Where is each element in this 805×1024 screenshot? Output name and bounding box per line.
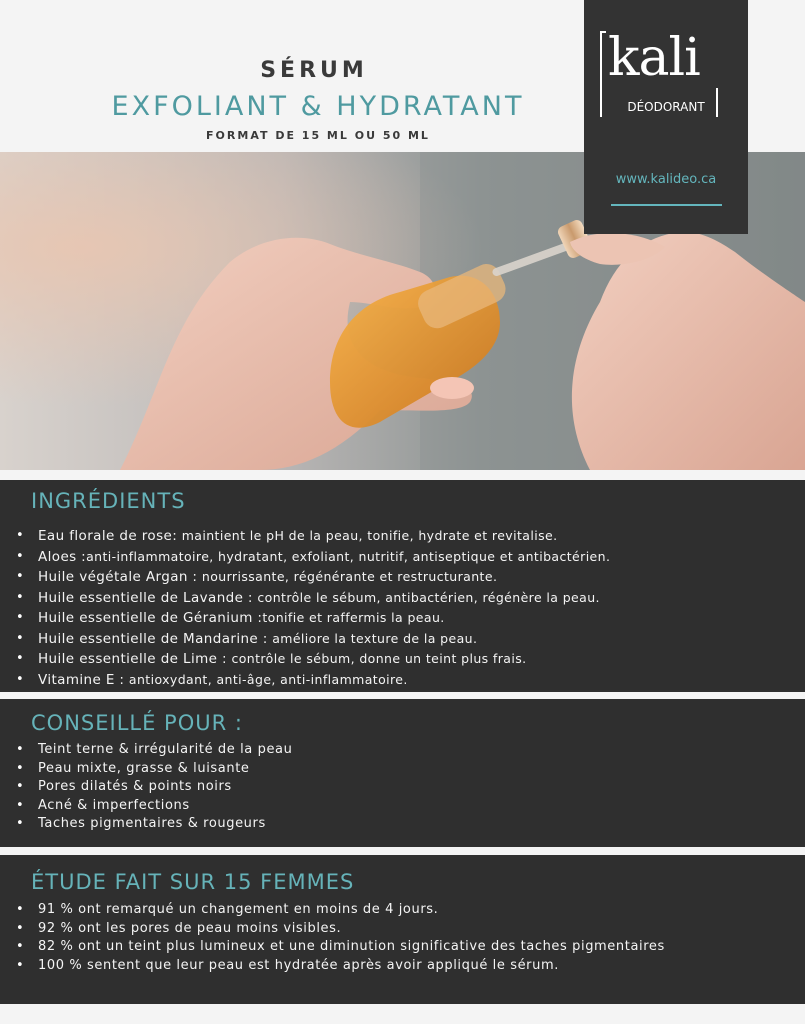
study-list	[0, 901, 665, 975]
product-format: FORMAT DE 15 ML OU 50 ML	[206, 129, 430, 142]
ingredient-item: • Aloes :anti-inflammatoire, hydratant, exfoliant, nutritif, antiseptique et antibactérien.	[0, 547, 610, 568]
footer-band	[0, 1004, 805, 1024]
ingredient-item: • Eau florale de rose: maintient le pH de la peau, tonifie, hydrate et revitalise.	[0, 526, 610, 547]
website-link[interactable]: www.kalideo.ca	[615, 172, 717, 187]
brand-logo: kali	[606, 28, 730, 88]
recommended-item: • Acné & imperfections	[0, 797, 292, 816]
ingredient-item: • Huile essentielle de Lavande : contrôle le sébum, antibactérien, régénère la peau.	[0, 588, 610, 609]
recommended-item: • Teint terne & irrégularité de la peau	[0, 741, 292, 760]
recommended-item: • Peau mixte, grasse & luisante	[0, 760, 292, 779]
ingredient-item: • Huile essentielle de Lime : contrôle le sébum, donne un teint plus frais.	[0, 649, 610, 670]
ingredient-item: • Huile végétale Argan : nourrissante, régénérante et restructurante.	[0, 567, 610, 588]
recommended-item: • Taches pigmentaires & rougeurs	[0, 815, 292, 834]
study-item: • 82 % ont un teint plus lumineux et une diminution significative des taches pigmentaires	[0, 938, 665, 957]
recommended-panel	[0, 699, 805, 847]
recommended-title: CONSEILLÉ POUR :	[31, 711, 243, 735]
ingredients-title: INGRÉDIENTS	[31, 489, 186, 513]
study-panel	[0, 855, 805, 1004]
website-underline	[611, 204, 722, 206]
study-title: ÉTUDE FAIT SUR 15 FEMMES	[31, 870, 355, 894]
ingredient-item: • Vitamine E : antioxydant, anti-âge, anti-inflammatoire.	[0, 670, 610, 691]
ingredients-panel	[0, 480, 805, 692]
ingredient-item: • Huile essentielle de Mandarine : améliore la texture de la peau.	[0, 629, 610, 650]
study-item: • 92 % ont les pores de peau moins visibles.	[0, 920, 665, 939]
recommended-list	[0, 741, 292, 834]
ingredients-list	[0, 526, 610, 690]
product-title: SÉRUM	[260, 58, 368, 83]
study-item: • 91 % ont remarqué un changement en moins de 4 jours.	[0, 901, 665, 920]
recommended-item: • Pores dilatés & points noirs	[0, 778, 292, 797]
study-item: • 100 % sentent que leur peau est hydratée après avoir appliqué le sérum.	[0, 957, 665, 976]
brand-panel	[584, 0, 748, 234]
brand-tagline: DÉODORANT	[627, 100, 705, 114]
product-subtitle: EXFOLIANT & HYDRATANT	[111, 91, 525, 122]
ingredient-item: • Huile essentielle de Géranium :tonifie et raffermis la peau.	[0, 608, 610, 629]
